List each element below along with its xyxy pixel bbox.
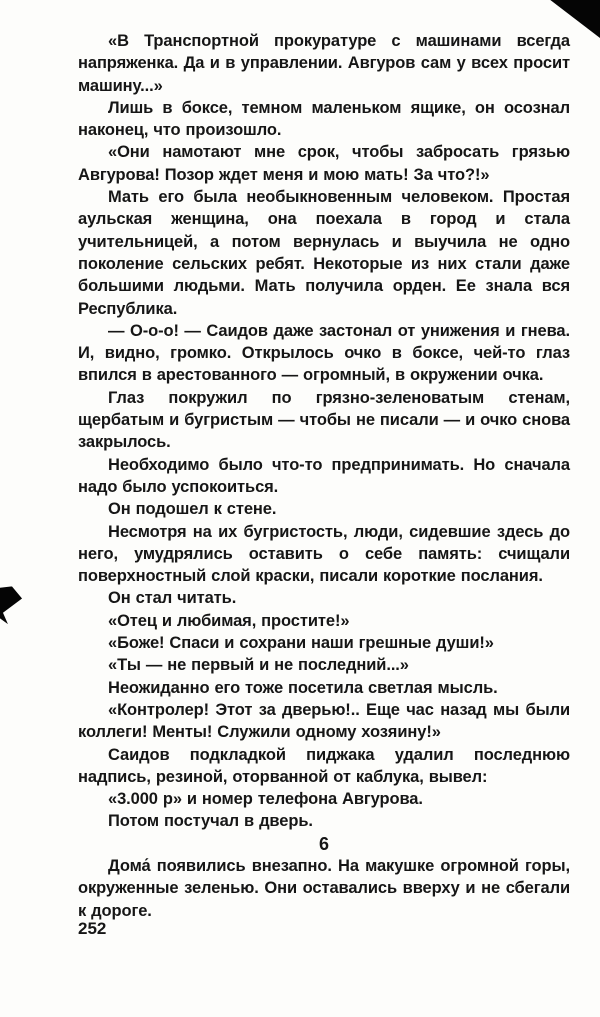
- paragraph: «Отец и любимая, простите!»: [108, 611, 350, 630]
- paragraph: «Контролер! Этот за дверью!.. Еще час назад мы были коллеги! Менты! Служили одному хозяину!»: [78, 700, 570, 742]
- paragraph: Потом постучал в дверь.: [108, 812, 313, 831]
- paragraph: «Ты — не первый и не последний...»: [108, 656, 409, 675]
- chapter-number: 6: [319, 833, 329, 854]
- paragraph: Дома́ появились внезапно. На макушке огромной горы, окруженные зеленью. Они оставались вверху и не сбегали к дороге.: [78, 856, 570, 920]
- paragraph: Несмотря на их бугристость, люди, сидевшие здесь до него, умудрялись оставить о себе память: счищали поверхностный слой краски, писали короткие послания.: [78, 522, 570, 586]
- body-text: [78, 30, 570, 922]
- paragraph: Он подошел к стене.: [108, 500, 277, 519]
- paragraph: Необходимо было что-то предпринимать. Но сначала надо было успокоиться.: [78, 455, 570, 496]
- paragraph: Неожиданно его тоже посетила светлая мысль.: [108, 678, 498, 697]
- paragraph: «Они намотают мне срок, чтобы забросать грязью Авгурова! Позор ждет меня и мою мать! За что?!»: [78, 143, 570, 184]
- paragraph: Мать его была необыкновенным человеком. Простая аульская женщина, она поехала в город и стала учительницей, а потом вернулась и выучила не одно поколение сельских ребят. Некоторые из них стали даже большими людьми. Мать получила орден. Ее знала вся Республика.: [78, 188, 570, 318]
- paragraph: Лишь в боксе, темном маленьком ящике, он осознал наконец, что произошло.: [78, 98, 570, 140]
- paragraph: «В Транспортной прокуратуре с машинами всегда напряженка. Да и в управлении. Авгуров сам у всех просит машину...»: [78, 32, 570, 95]
- page-number: 252: [78, 919, 107, 938]
- paragraph: «Боже! Спаси и сохрани наши грешные души!»: [108, 634, 494, 653]
- paragraph: Глаз покружил по грязно-зеленоватым стенам, щербатым и бугристым — чтобы не писали — и очко снова закрылось.: [78, 388, 570, 452]
- paragraph: Он стал читать.: [108, 589, 237, 608]
- paragraph: — О-о-о! — Саидов даже застонал от унижения и гнева. И, видно, громко. Открылось очко в боксе, чей-то глаз впился в арестованного — огромный, в окружении очка.: [78, 321, 570, 385]
- scan-artifact-ink-mark: [0, 584, 24, 625]
- paragraph: «3.000 р» и номер телефона Авгурова.: [108, 790, 423, 809]
- paragraph: Саидов подкладкой пиджака удалил последнюю надпись, резиной, оторванной от каблука, вывел:: [78, 745, 570, 786]
